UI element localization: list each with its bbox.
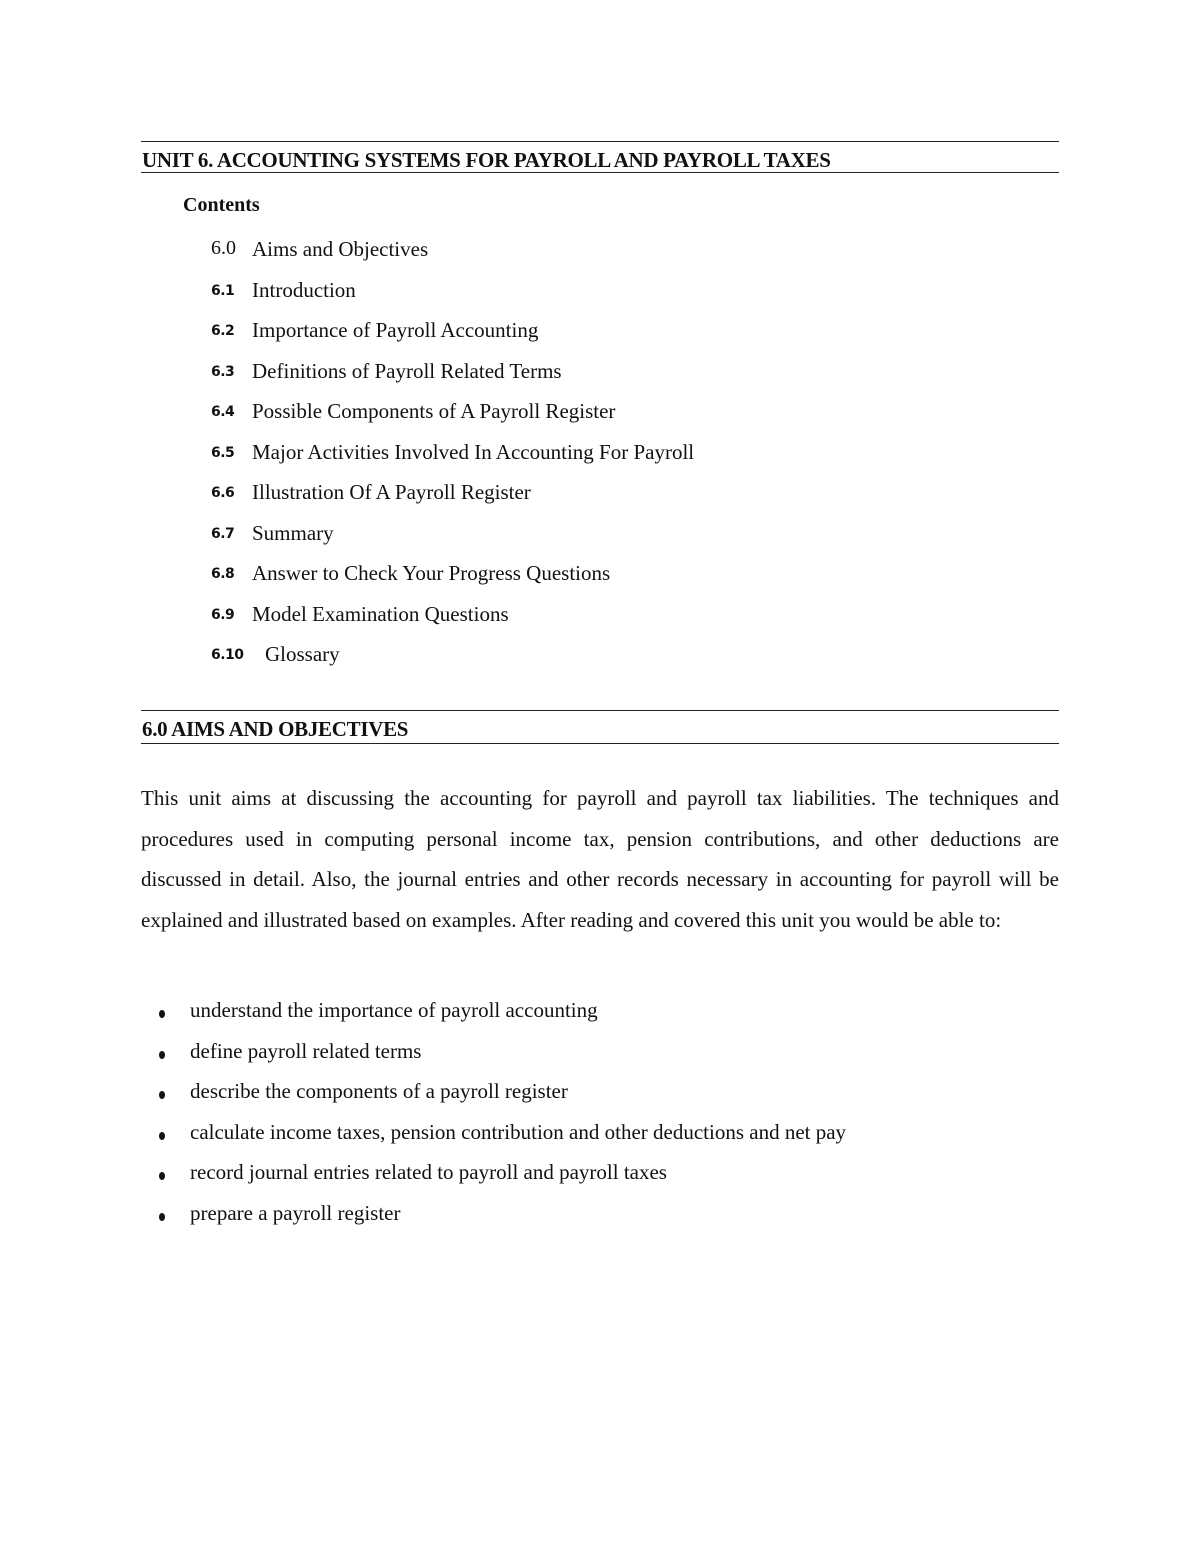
objective-text: record journal entries related to payroll and payroll taxes [190, 1160, 667, 1185]
heading-bottom-rule [141, 172, 1059, 173]
toc-item-number: 6.2 [211, 323, 235, 339]
bullet-icon [159, 1172, 165, 1180]
toc-item-label: Summary [252, 520, 334, 545]
toc-item-label: Glossary [265, 642, 340, 666]
heading-top-rule [141, 141, 1059, 142]
bullet-icon [159, 1132, 165, 1140]
unit-heading: UNIT 6. ACCOUNTING SYSTEMS FOR PAYROLL AND PAYROLL TAXES [142, 148, 831, 172]
toc-item-number: 6.0 [211, 237, 236, 259]
toc-item-label: Definitions of Payroll Related Terms [252, 358, 562, 383]
bullet-icon [159, 1213, 165, 1221]
toc-item-number: 6.3 [211, 363, 235, 380]
toc-item-label: Model Examination Questions [252, 601, 509, 626]
toc-item-number: 6.5 [211, 444, 235, 461]
objective-text: define payroll related terms [190, 1038, 422, 1063]
intro-paragraph: This unit aims at discussing the accounting for payroll and payroll tax liabilities. The techniques and procedures used in computing personal income tax, pension contributions, and other deductions are discussed in detail. Also, the journal entries and other records necessary in accounting for payroll will be explained and illustrated based on examples. After reading and covered this unit you would be able to: [141, 786, 1059, 932]
toc-item-number: 6.1 [211, 282, 235, 299]
toc-item-label: Answer to Check Your Progress Questions [252, 561, 611, 585]
toc-item-number: 6.7 [211, 525, 235, 542]
objective-text: calculate income taxes, pension contribution and other deductions and net pay [190, 1119, 847, 1144]
toc-item-label: Major Activities Involved In Accounting For Payroll [252, 439, 695, 464]
toc-item-number: 6.9 [211, 606, 235, 623]
toc-item-label: Aims and Objectives [252, 237, 429, 261]
bullet-icon [159, 1091, 165, 1099]
toc-item-label: Importance of Payroll Accounting [252, 318, 539, 342]
contents-title: Contents [183, 194, 260, 216]
section-heading: 6.0 AIMS AND OBJECTIVES [142, 717, 409, 741]
toc-item-number: 6.6 [211, 485, 235, 501]
bullet-icon [159, 1010, 165, 1018]
toc-item-label: Possible Components of A Payroll Register [252, 399, 616, 423]
toc-item-number: 6.10 [211, 647, 244, 663]
toc-item-label: Illustration Of A Payroll Register [252, 480, 531, 504]
toc-item-number: 6.4 [211, 404, 235, 420]
objective-text: understand the importance of payroll accounting [190, 998, 598, 1022]
toc-item-label: Introduction [252, 277, 356, 302]
bullet-icon [159, 1051, 165, 1059]
toc-item-number: 6.8 [211, 566, 235, 582]
objective-text: prepare a payroll register [190, 1200, 401, 1225]
section-bottom-rule [141, 743, 1059, 744]
objective-text: describe the components of a payroll register [190, 1079, 568, 1104]
section-top-rule [141, 710, 1059, 711]
